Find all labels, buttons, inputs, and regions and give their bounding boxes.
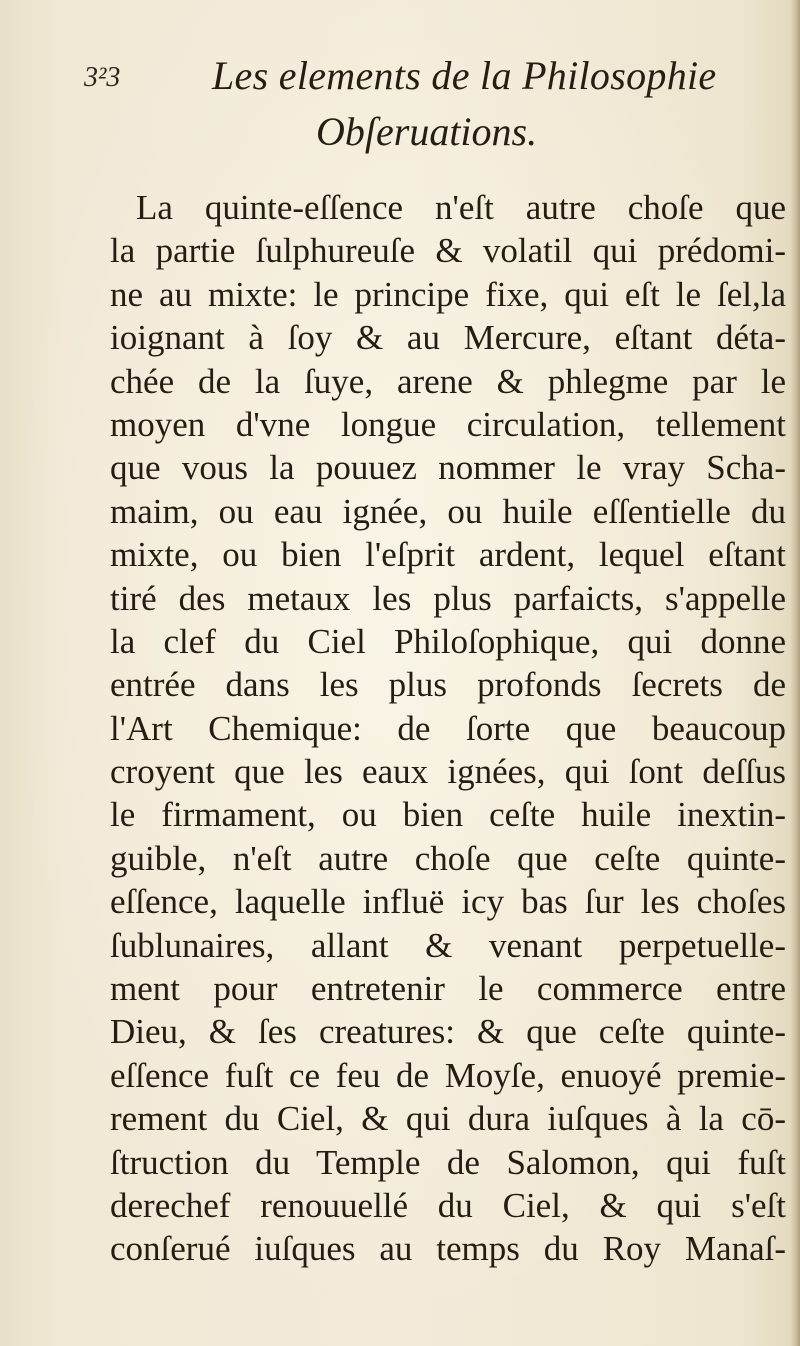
text-line: eſſence fuſt ce feu de Moyſe, enuoyé premie- <box>110 1055 786 1095</box>
text-line: mixte, ou bien l'eſprit ardent, lequel eſtant <box>110 535 786 575</box>
running-head: Les elements de la Philosophie <box>212 53 717 98</box>
text-line: ioignant à ſoy & au Mercure, eſtant déta- <box>110 318 786 358</box>
text-line: derechef renouuellé du Ciel, & qui s'eſt <box>110 1185 786 1225</box>
text-line: eſſence, laquelle influë icy bas ſur les choſes <box>110 882 786 922</box>
text-line: la clef du Ciel Philoſophique, qui donne <box>110 621 786 661</box>
text-line: tiré des metaux les plus parfaicts, s'appelle <box>110 578 786 618</box>
page-header <box>0 52 800 112</box>
section-title: Obſeruations. <box>316 109 538 154</box>
text-line: entrée dans les plus profonds ſecrets de <box>110 665 786 705</box>
text-line: conſerué iuſques au temps du Roy Manaſ- <box>110 1229 786 1269</box>
text-line: le firmament, ou bien ceſte huile inextin- <box>110 795 786 835</box>
text-line: que vous la pouuez nommer le vray Scha- <box>110 448 786 488</box>
text-line: ment pour entretenir le commerce entre <box>110 969 786 1009</box>
page-number: 3²3 <box>84 62 121 93</box>
text-line: l'Art Chemique: de ſorte que beaucoup <box>110 708 786 748</box>
text-line: croyent que les eaux ignées, qui ſont deſſus <box>110 752 786 792</box>
text-line: guible, n'eſt autre choſe que ceſte quinte- <box>110 838 786 878</box>
text-line: ſtruction du Temple de Salomon, qui fuſt <box>110 1142 786 1182</box>
text-line: maim, ou eau ignée, ou huile eſſentielle du <box>110 491 786 531</box>
text-line: moyen d'vne longue circulation, tellement <box>110 404 786 444</box>
text-line: rement du Ciel, & qui dura iuſques à la cō- <box>110 1099 786 1139</box>
text-line: chée de la ſuye, arene & phlegme par le <box>110 361 786 401</box>
text-line: ne au mixte: le principe fixe, qui eſt le ſel,la <box>110 274 786 314</box>
text-line: Dieu, & ſes creatures: & que ceſte quinte- <box>110 1012 786 1052</box>
text-line: la partie ſulphureuſe & volatil qui prédomi- <box>110 231 786 271</box>
text-line: La quinte-eſſence n'eſt autre choſe que <box>136 188 786 227</box>
text-line: ſublunaires, allant & venant perpetuelle- <box>110 925 786 965</box>
page-edge-shadow <box>790 0 800 1346</box>
body-paragraph <box>110 186 786 1271</box>
